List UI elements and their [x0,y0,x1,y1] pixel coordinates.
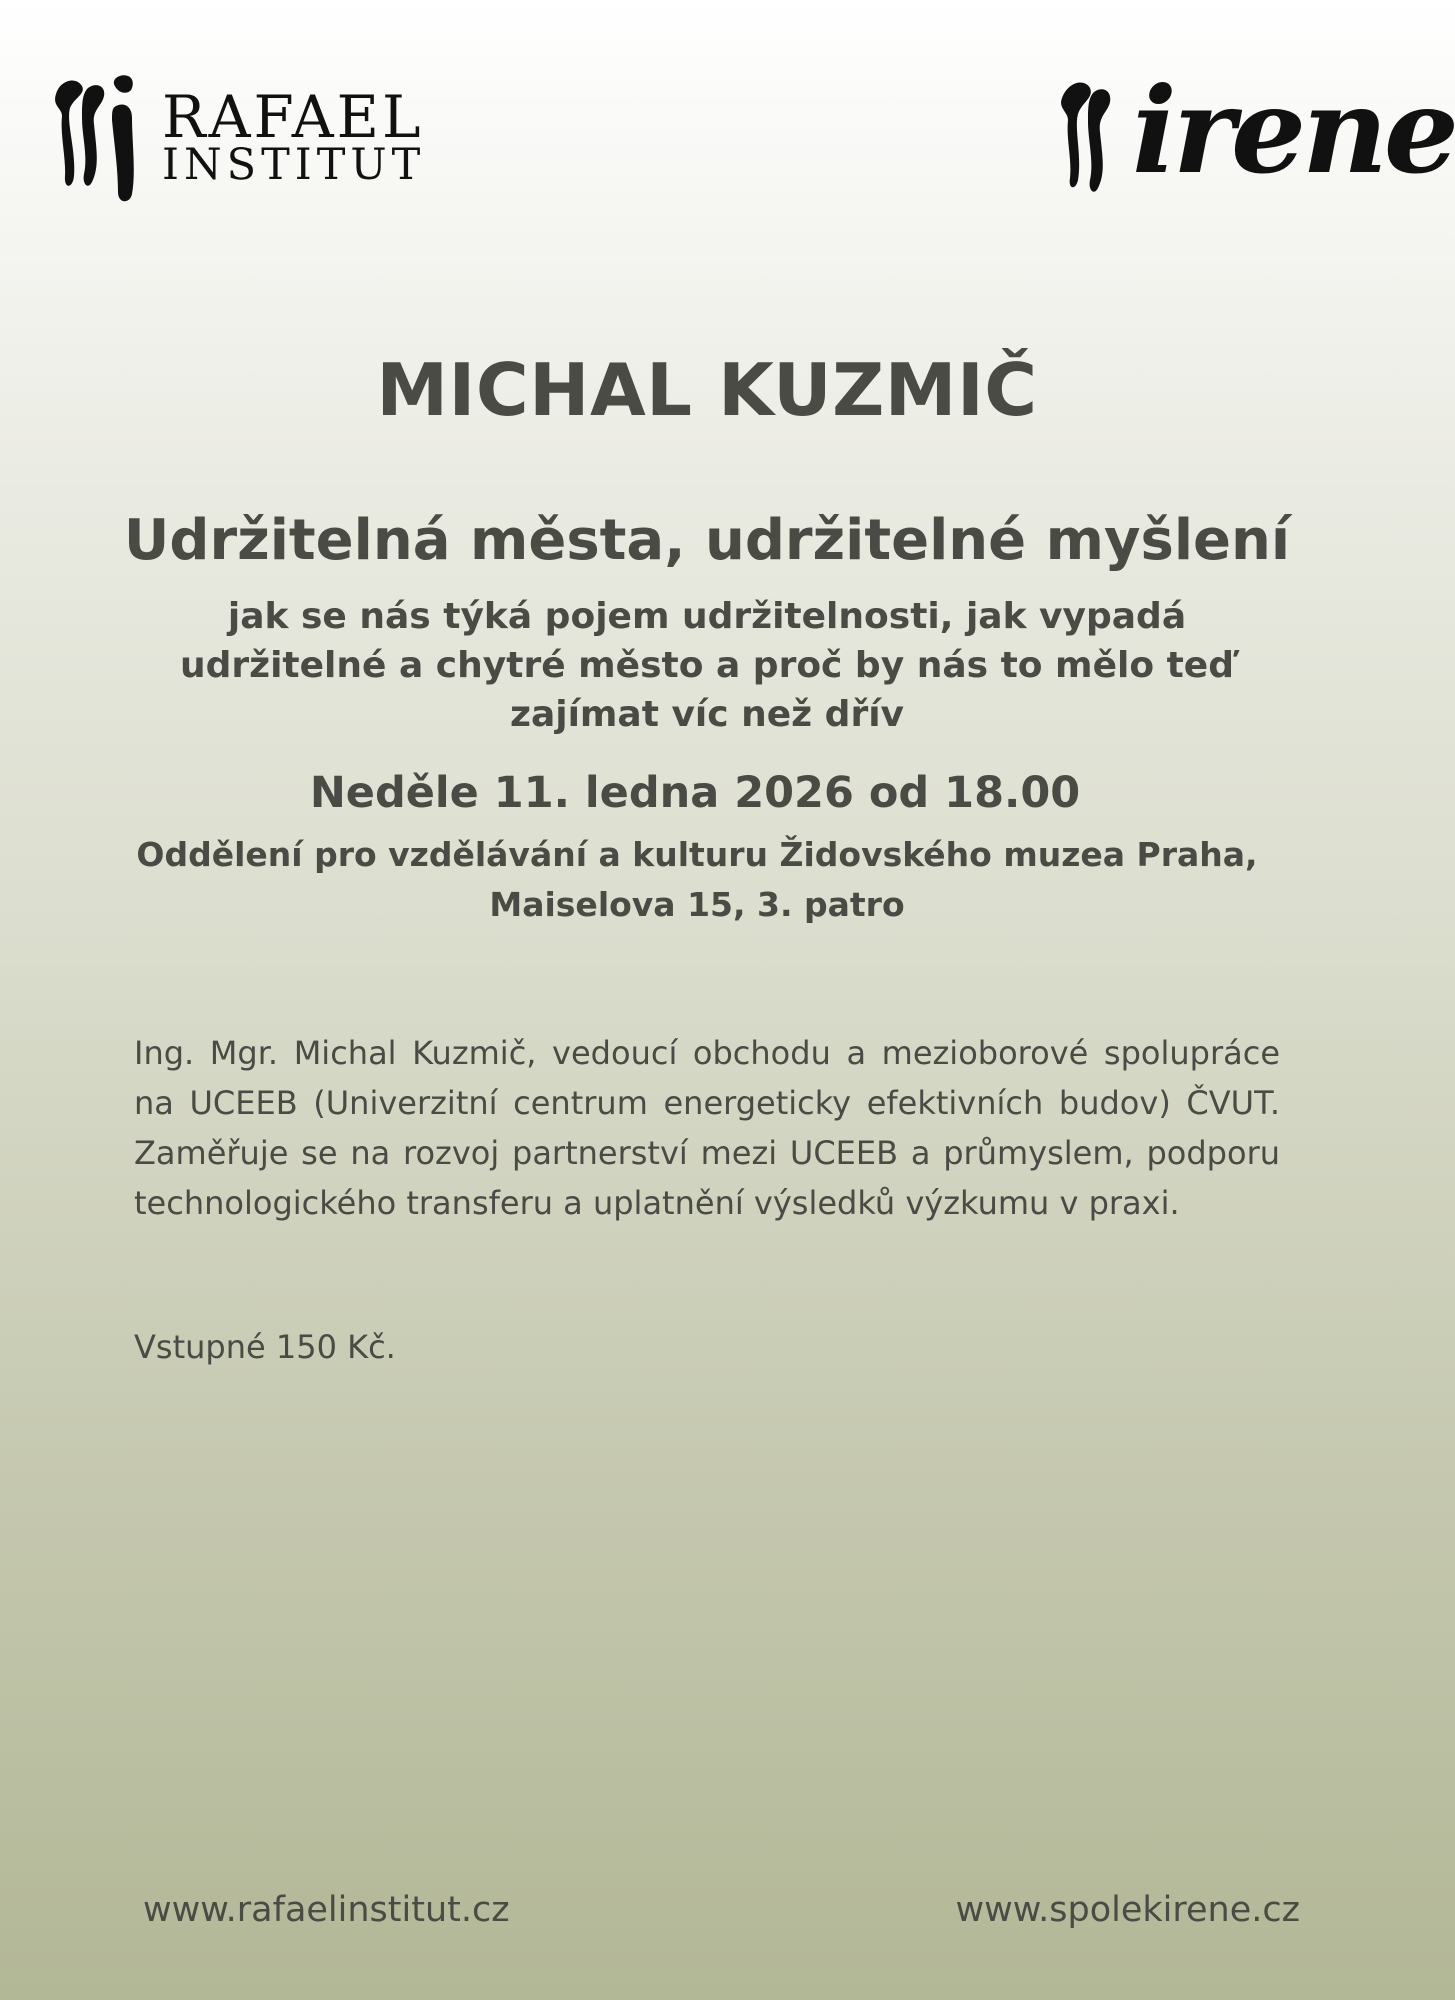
rafael-wordmark [162,83,426,190]
speaker-name: MICHAL KUZMIČ [376,348,1038,432]
event-date-time: Neděle 11. ledna 2026 od 18.00 [309,768,1081,818]
irene-figure-icon [1060,76,1140,211]
speaker-bio: Ing. Mgr. Michal Kuzmič, vedoucí obchodu a mezioborové spolupráce na UCEEB (Univerzitní centrum energeticky efektivních budov) ČVUT. Zaměřuje se na rozvoj partnerství mezi UCEEB a průmyslem, podporu technologického transferu a uplatnění výsledků výzkumu v praxi. [134,1034,1280,1222]
spolekirene-website-link[interactable]: www.spolekirene.cz [955,1890,1300,1930]
event-venue: Oddělení pro vzdělávání a kulturu Židovského muzea Praha, Maiselova 15, 3. patro [136,835,1258,924]
rafaelinstitut-website-link[interactable]: www.rafaelinstitut.cz [143,1890,510,1930]
irene-logo [1060,61,1455,207]
irene-wordmark: irene [1132,61,1455,200]
rafael-figure-icon [52,72,147,207]
rafael-institut-logo [52,72,452,207]
rafael-wordmark-line1: RAFAEL [162,83,424,151]
rafael-wordmark-line2: INSTITUT [162,140,426,190]
admission-fee: Vstupné 150 Kč. [134,1328,396,1366]
lecture-topic: jak se nás týká pojem udržitelnosti, jak vypadá udržitelné a chytré město a proč by nás to mělo teď zajímat víc než dřív [179,596,1234,735]
lecture-title: Udržitelná města, udržitelné myšlení [123,508,1291,573]
